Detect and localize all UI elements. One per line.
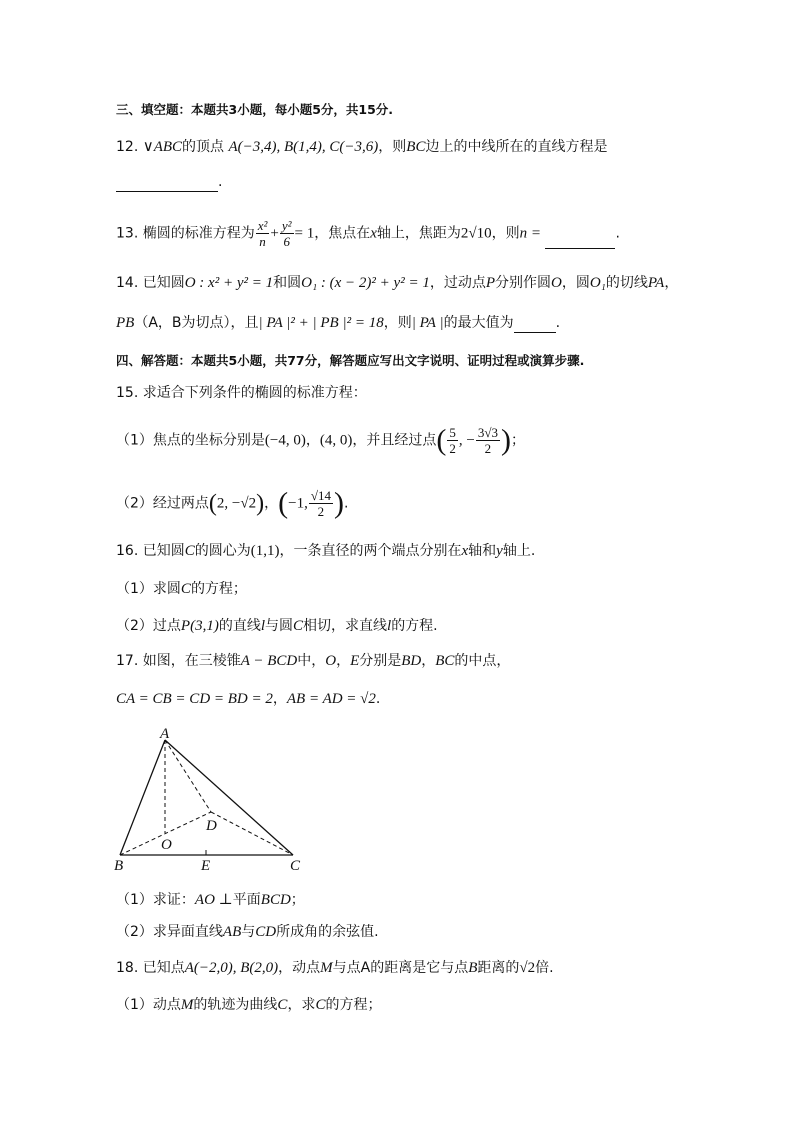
q18-c: 与点A的距离是它与点 <box>332 960 469 976</box>
q16-e: 轴上. <box>502 543 536 559</box>
q15-p2-lparen1: ( <box>208 490 217 517</box>
q16-p1-end: 的方程； <box>190 581 247 597</box>
q13-frac-x <box>256 218 270 249</box>
q14-circle-o: O : x² + y² = 1 <box>184 275 274 291</box>
q14-e: ，圆 <box>561 275 590 291</box>
question-14 <box>116 273 678 293</box>
q18-p1-cc: C <box>315 997 326 1013</box>
q12-bc: BC <box>406 139 426 155</box>
q15-p2-pt2a: −1, <box>288 495 308 512</box>
q15-p2-frac-den: 2 <box>317 504 325 519</box>
q16-cc: ，一条直径的两个端点分别在 <box>279 543 462 559</box>
q16-p2-d: 相切，求直线 <box>303 618 388 634</box>
q14-pb: PB <box>116 315 135 331</box>
q15-p2-pt1: 2, −√2 <box>216 495 257 512</box>
q15-f1: (−4, 0) <box>264 432 306 449</box>
label-e: E <box>201 858 211 872</box>
q17-p1-bcd: BCD <box>260 892 291 908</box>
q18-e: 倍. <box>535 960 554 976</box>
q14-g: ， <box>664 275 679 291</box>
q16-p1-c: C <box>180 581 191 597</box>
q13-n: n = <box>519 225 542 242</box>
q13-end: . <box>615 225 620 242</box>
q15-p1-frac1-den: 2 <box>449 441 456 456</box>
question-14-line2 <box>116 313 560 333</box>
question-12 <box>116 137 607 157</box>
q18-p1-m: M <box>180 997 194 1013</box>
q12-text-c: 边上的中线所在的直线方程是 <box>425 139 608 155</box>
q13-mid2: 轴上，焦距为 <box>376 225 461 242</box>
q13-frac-y-den: 6 <box>283 234 290 249</box>
q17-eq1: CA = CB = CD = BD = 2 <box>116 691 273 707</box>
q14-o: O <box>551 275 562 291</box>
q14-pa-abs: | PA | <box>411 315 444 331</box>
q15-p1-c: ，并且经过点 <box>352 432 437 449</box>
q15-p2-rparen2: ) <box>333 486 344 520</box>
q17-p1-a: （1）求证： <box>116 892 195 908</box>
q17-ee: ， <box>421 653 436 669</box>
q14-pa: PA <box>647 275 665 291</box>
q14-h: （A，B为切点），且 <box>134 315 259 331</box>
q14-f: 的切线 <box>605 275 648 291</box>
q15-p2-frac-num: √14 <box>310 488 331 503</box>
q15-f2: (4, 0) <box>319 432 353 449</box>
q16-a: 16. 已知圆 <box>116 543 185 559</box>
q15-p1-frac1 <box>447 425 458 456</box>
question-16-part1 <box>116 579 247 599</box>
q16-d: 轴和 <box>468 543 497 559</box>
q13-mid: ，焦点在 <box>314 225 371 242</box>
q14-end: . <box>555 315 561 331</box>
q14-cond: | PA |² + | PB |² = 18 <box>258 315 384 331</box>
q13-blank[interactable] <box>545 234 615 249</box>
q13-eq: = 1 <box>294 225 315 242</box>
question-16 <box>116 541 535 561</box>
q15-p1-frac2-num: 3√3 <box>477 425 498 440</box>
q14-j: 的最大值为 <box>443 315 514 331</box>
q18-bb: B <box>468 960 478 976</box>
q18-p1-end: 的方程； <box>325 997 382 1013</box>
question-13: 13. 椭圆的标准方程为 $\frac{\text{x²}}{n}$ + $\frac{\text{y²}}{6}$ = 1，焦点在x轴上，焦距为2√10，则n = . <box>116 218 620 249</box>
q18-p1-a: （1）动点 <box>116 997 181 1013</box>
q18-pts: A(−2,0), B(2,0) <box>184 960 279 976</box>
q17-p2-a: （2）求异面直线 <box>116 924 223 940</box>
question-17-given <box>116 689 380 709</box>
label-a: A <box>160 726 170 742</box>
q13-number: 13. <box>116 225 139 242</box>
q14-d: 分别作圆 <box>495 275 551 291</box>
question-17-part1 <box>116 890 305 910</box>
q14-b: 和圆 <box>273 275 302 291</box>
q16-p1: （1）求圆 <box>116 581 181 597</box>
q15-p2-frac <box>309 488 333 519</box>
q14-o1: O₁ <box>589 275 606 291</box>
q13-frac-y-num: y² <box>281 218 292 233</box>
q17-a: 17. 如图，在三棱锥 <box>116 653 241 669</box>
q12-blank[interactable] <box>116 175 218 192</box>
q13-focal: 2√10 <box>460 225 492 242</box>
q15-p1-rparen: ) <box>500 423 511 457</box>
q17-p2-b: 与 <box>241 924 256 940</box>
q17-p2-ab: AB <box>222 924 242 940</box>
q17-e: E <box>350 653 360 669</box>
q18-b: ，动点 <box>278 960 321 976</box>
q13-mid3: ，则 <box>491 225 520 242</box>
q15-p1-frac1-num: 5 <box>449 425 456 440</box>
q17-p2-end: 所成角的余弦值. <box>276 924 379 940</box>
label-o: O <box>161 837 172 853</box>
q16-l2: l <box>387 618 392 634</box>
q18-p1-c: C <box>277 997 288 1013</box>
q14-i: ，则 <box>383 315 412 331</box>
q13-frac-x-den: n <box>259 234 266 249</box>
section-solve-heading: 四、解答题：本题共5小题，共77分，解答题应写出文字说明、证明过程或演算步骤. <box>116 353 585 368</box>
q14-number: 14. <box>116 275 139 291</box>
q14-circle-o1: O₁ : (x − 2)² + y² = 1 <box>301 275 430 291</box>
q18-m: M <box>320 960 333 976</box>
q13-x: x <box>370 225 377 242</box>
q15-p1-mid: , − <box>458 432 475 449</box>
q12-end: . <box>218 174 223 190</box>
q15-p1-end: ； <box>510 432 525 449</box>
q18-a: 18. 已知点 <box>116 960 185 976</box>
q16-p2-end: 的方程. <box>391 618 438 634</box>
q18-p1-d: ，求 <box>287 997 316 1013</box>
q12-vertices: A(−3,4), B(1,4), C(−3,6) <box>228 139 379 155</box>
question-17 <box>116 651 510 671</box>
q14-p: P <box>485 275 495 291</box>
question-15-part2 <box>116 488 348 519</box>
q16-c: C <box>184 543 195 559</box>
q13-frac-x-num: x² <box>257 218 268 233</box>
q17-sep: ， <box>272 691 287 707</box>
q17-p1-end: ； <box>290 892 305 908</box>
label-d: D <box>206 818 217 834</box>
q15-p2-sep: ， <box>264 495 279 512</box>
q17-p2-cd: CD <box>255 924 277 940</box>
q14-a: 已知圆 <box>142 275 185 291</box>
question-15: 15. 求适合下列条件的椭圆的标准方程： <box>116 385 367 401</box>
q16-b: 的圆心为 <box>194 543 251 559</box>
q17-c: ， <box>336 653 351 669</box>
question-16-part2 <box>116 616 438 636</box>
q14-c: ，过动点 <box>429 275 486 291</box>
q17-bd: BD <box>401 653 422 669</box>
q16-l: l <box>260 618 265 634</box>
q15-p2-rparen1: ) <box>256 490 265 517</box>
q15-p2-a: （2）经过两点 <box>116 495 209 512</box>
q15-p1-a: （1）焦点的坐标分别是 <box>116 432 265 449</box>
edge-ab <box>120 740 165 855</box>
q17-eq2: AB = AD = √2 <box>286 691 376 707</box>
q13-frac-y <box>280 218 294 249</box>
q16-y: y <box>496 543 503 559</box>
q17-eq-end: . <box>375 691 381 707</box>
q15-p1-lparen: ( <box>436 423 447 457</box>
q16-p2-cc: C <box>293 618 304 634</box>
edge-ac <box>165 740 293 855</box>
q16-p2-b: 的直线 <box>218 618 261 634</box>
q15-p2-end: . <box>343 495 349 512</box>
q16-p2-pt: P(3,1) <box>180 618 219 634</box>
q17-p1-m: AO ⊥ <box>194 892 233 908</box>
q14-blank[interactable] <box>514 318 556 333</box>
q15-p2-lparen2: ( <box>278 486 289 520</box>
q17-pyr: A − BCD <box>240 653 298 669</box>
q16-p2-a: （2）过点 <box>116 618 181 634</box>
question-17-part2 <box>116 922 379 942</box>
q18-d: 距离的 <box>477 960 520 976</box>
q15-p1-frac2 <box>476 425 500 456</box>
q16-center: (1,1) <box>250 543 280 559</box>
q16-x: x <box>461 543 469 559</box>
section-fill-heading: 三、填空题：本题共3小题，每小题5分，共15分. <box>116 102 394 117</box>
q17-p1-b: 平面 <box>232 892 261 908</box>
q15-p1-sep: ， <box>305 432 320 449</box>
label-b: B <box>114 858 124 872</box>
q12-text-b: ，则 <box>378 139 407 155</box>
q17-bc: BC <box>435 653 455 669</box>
q17-b: 中， <box>297 653 326 669</box>
question-15-part1 <box>116 425 525 456</box>
question-18 <box>116 958 554 978</box>
q18-ratio: √2 <box>519 960 536 976</box>
q13-pre: 椭圆的标准方程为 <box>142 225 255 242</box>
q17-d: 分别是 <box>359 653 402 669</box>
pyramid-figure <box>110 722 310 872</box>
question-18-part1 <box>116 995 381 1015</box>
q18-p1-b: 的轨迹为曲线 <box>193 997 278 1013</box>
q17-o: O <box>325 653 337 669</box>
q15-p1-frac2-den: 2 <box>484 441 492 456</box>
q16-p2-c: 与圆 <box>265 618 293 634</box>
q17-f: 的中点， <box>454 653 511 669</box>
q12-text: 的顶点 <box>182 139 225 155</box>
q12-triangle: ∨ABC <box>142 139 183 155</box>
q12-answer-line <box>116 172 222 192</box>
q12-number: 12. <box>116 139 139 155</box>
label-c: C <box>290 858 301 872</box>
